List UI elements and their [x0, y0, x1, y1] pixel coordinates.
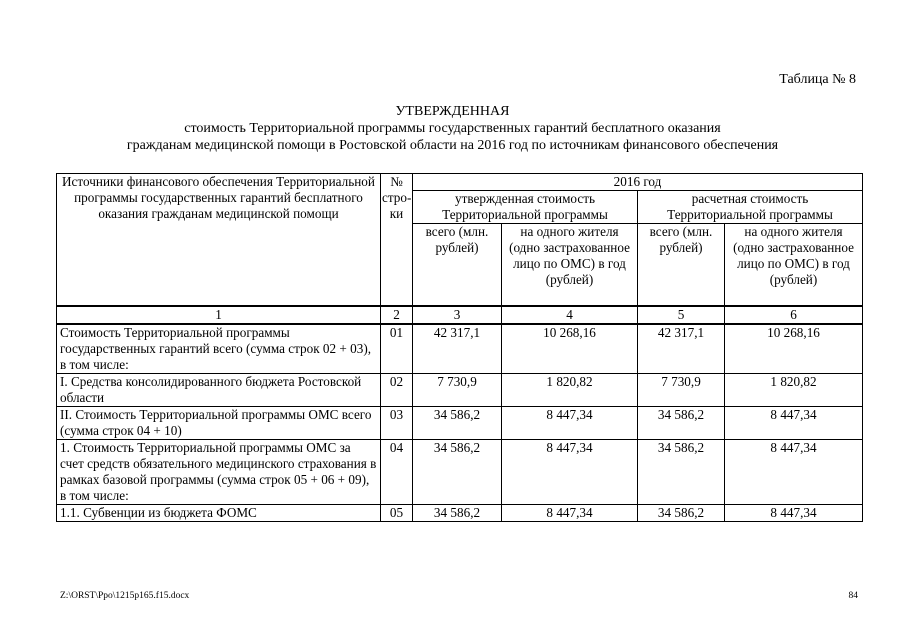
row-name: II. Стоимость Территориальной программы ОМС всего (сумма строк 04 + 10): [57, 406, 381, 439]
approved-total-cell: 34 586,2: [413, 406, 502, 439]
header-year: 2016 год: [413, 174, 863, 191]
heading-title: УТВЕРЖДЕННАЯ: [395, 104, 510, 119]
column-index: 2: [381, 306, 413, 324]
estimated-total-cell: 7 730,9: [638, 373, 725, 406]
approved-total-cell: 7 730,9: [413, 373, 502, 406]
file-path: Z:\ORST\Ppo\1215p165.f15.docx: [60, 591, 190, 601]
estimated-per-capita-cell: 10 268,16: [725, 324, 863, 374]
table-row: [57, 439, 863, 504]
document-heading: [0, 103, 905, 154]
table-number: Таблица № 8: [779, 72, 856, 87]
estimated-total-cell: 34 586,2: [638, 406, 725, 439]
approved-per-capita-cell: 8 447,34: [502, 406, 638, 439]
header-source-column: Источники финансового обеспечения Территориальной программы государственных гарантий бесплатного оказания гражданам медицинской помощи: [57, 174, 381, 306]
column-index: 6: [725, 306, 863, 324]
table-row: [57, 504, 863, 521]
header-approved-cost: утвержденная стоимость Территориальной программы: [413, 191, 638, 224]
row-number: 04: [381, 439, 413, 504]
row-number: 02: [381, 373, 413, 406]
approved-per-capita-cell: 1 820,82: [502, 373, 638, 406]
row-name: 1. Стоимость Территориальной программы ОМС за счет средств обязательного медицинского страхования в рамках базовой программы (сумма строк 05 + 06 + 09), в том числе:: [57, 439, 381, 504]
estimated-per-capita-cell: 1 820,82: [725, 373, 863, 406]
estimated-total-cell: 34 586,2: [638, 439, 725, 504]
estimated-total-cell: 34 586,2: [638, 504, 725, 521]
header-estimated-total: всего (млн. рублей): [638, 224, 725, 306]
header-approved-total: всего (млн. рублей): [413, 224, 502, 306]
financing-table: [56, 173, 863, 522]
approved-total-cell: 34 586,2: [413, 439, 502, 504]
table-header-row: [57, 174, 863, 191]
approved-total-cell: 34 586,2: [413, 504, 502, 521]
approved-per-capita-cell: 10 268,16: [502, 324, 638, 374]
column-index: 3: [413, 306, 502, 324]
row-name: 1.1. Субвенции из бюджета ФОМС: [57, 504, 381, 521]
table-row: [57, 373, 863, 406]
approved-total-cell: 42 317,1: [413, 324, 502, 374]
row-name: Стоимость Территориальной программы государственных гарантий всего (сумма строк 02 + 03), в том числе:: [57, 324, 381, 374]
column-index: 1: [57, 306, 381, 324]
estimated-per-capita-cell: 8 447,34: [725, 406, 863, 439]
heading-subtitle-line1: стоимость Территориальной программы государственных гарантий бесплатного оказания: [184, 121, 721, 136]
table-row: [57, 406, 863, 439]
table-row: [57, 324, 863, 374]
estimated-per-capita-cell: 8 447,34: [725, 504, 863, 521]
column-index: 4: [502, 306, 638, 324]
header-estimated-cost: расчетная стоимость Территориальной программы: [638, 191, 863, 224]
row-number: 05: [381, 504, 413, 521]
heading-subtitle-line2: гражданам медицинской помощи в Ростовской области на 2016 год по источникам финансового обеспечения: [126, 138, 779, 153]
header-approved-per-capita: на одного жителя (одно застрахованное лицо по ОМС) в год (рублей): [502, 224, 638, 306]
approved-per-capita-cell: 8 447,34: [502, 439, 638, 504]
estimated-per-capita-cell: 8 447,34: [725, 439, 863, 504]
header-estimated-per-capita: на одного жителя (одно застрахованное лицо по ОМС) в год (рублей): [725, 224, 863, 306]
page-number: 84: [848, 591, 858, 601]
estimated-total-cell: 42 317,1: [638, 324, 725, 374]
row-name: I. Средства консолидированного бюджета Ростовской области: [57, 373, 381, 406]
approved-per-capita-cell: 8 447,34: [502, 504, 638, 521]
column-index: 5: [638, 306, 725, 324]
column-index-row: [57, 306, 863, 324]
row-number: 03: [381, 406, 413, 439]
header-row-number-column: № стро-ки: [381, 174, 413, 306]
row-number: 01: [381, 324, 413, 374]
